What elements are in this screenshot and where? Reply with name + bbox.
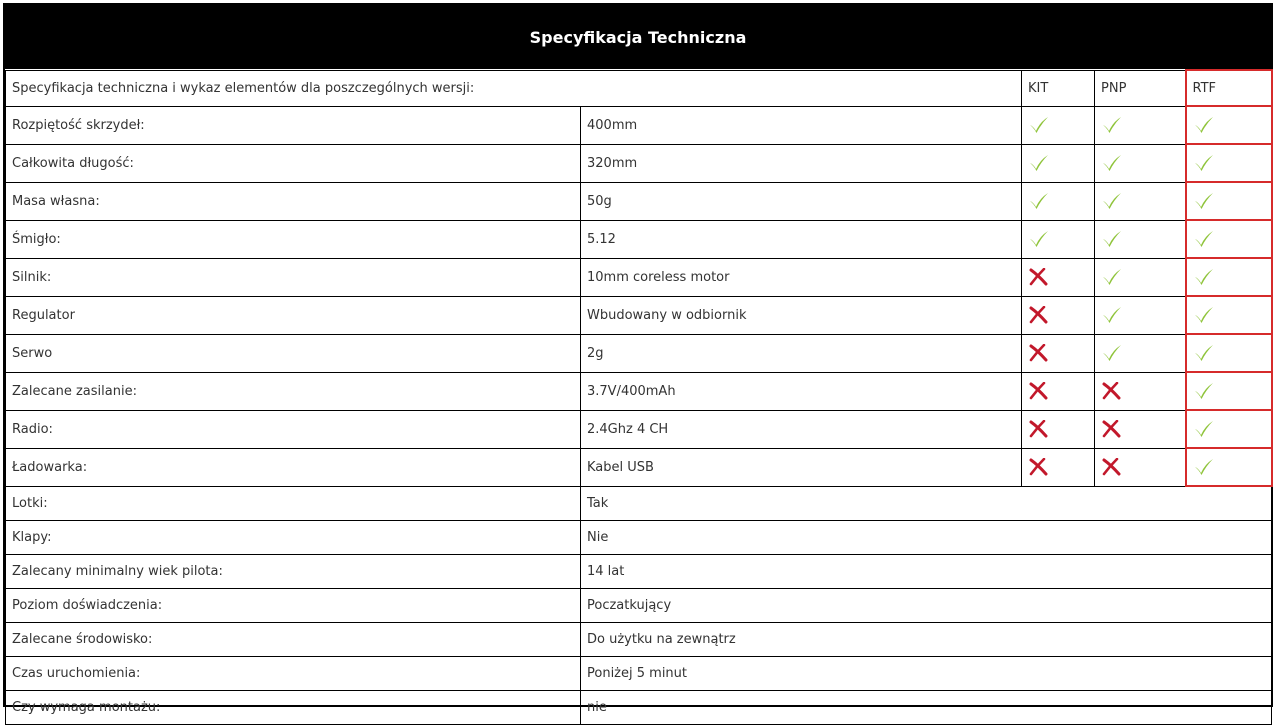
row-value: nie <box>581 691 1272 725</box>
mark-cell-rtf <box>1186 258 1272 296</box>
check-icon <box>1193 118 1215 133</box>
check-icon <box>1101 346 1123 361</box>
cross-icon <box>1028 384 1048 399</box>
mark-cell-kit <box>1022 296 1095 334</box>
row-value: 10mm coreless motor <box>581 258 1022 296</box>
mark-cell-kit <box>1022 372 1095 410</box>
check-icon <box>1101 156 1123 171</box>
row-value: Nie <box>581 521 1272 555</box>
mark-cell-pnp <box>1095 258 1186 296</box>
mark-cell-rtf <box>1186 182 1272 220</box>
row-label: Całkowita długość: <box>6 144 581 182</box>
mark-cell-pnp <box>1095 334 1186 372</box>
mark-cell-pnp <box>1095 448 1186 486</box>
check-icon <box>1193 346 1215 361</box>
column-header-pnp: PNP <box>1095 70 1186 106</box>
mark-cell-kit <box>1022 410 1095 448</box>
table-row <box>6 623 1272 657</box>
check-icon <box>1028 156 1050 171</box>
page-title: Specyfikacja Techniczna <box>5 5 1271 69</box>
table-row <box>6 657 1272 691</box>
cross-icon <box>1028 270 1048 285</box>
row-label: Silnik: <box>6 258 581 296</box>
row-value: Tak <box>581 486 1272 521</box>
mark-cell-kit <box>1022 334 1095 372</box>
table-row <box>6 144 1272 182</box>
row-label: Radio: <box>6 410 581 448</box>
check-icon <box>1193 232 1215 247</box>
row-label: Czy wymaga montażu: <box>6 691 581 725</box>
spec-panel <box>3 3 1273 715</box>
mark-cell-pnp <box>1095 144 1186 182</box>
mark-cell-pnp <box>1095 410 1186 448</box>
check-icon <box>1193 384 1215 399</box>
mark-cell-pnp <box>1095 372 1186 410</box>
mark-cell-kit <box>1022 258 1095 296</box>
check-icon <box>1193 308 1215 323</box>
row-label: Lotki: <box>6 486 581 521</box>
mark-cell-kit <box>1022 448 1095 486</box>
row-value: 2.4Ghz 4 CH <box>581 410 1022 448</box>
check-icon <box>1193 194 1215 209</box>
table-row <box>6 258 1272 296</box>
row-value: 50g <box>581 182 1022 220</box>
row-value: 320mm <box>581 144 1022 182</box>
row-label: Regulator <box>6 296 581 334</box>
table-row <box>6 521 1272 555</box>
column-header-kit: KIT <box>1022 70 1095 106</box>
table-row <box>6 555 1272 589</box>
mark-cell-kit <box>1022 144 1095 182</box>
table-row <box>6 372 1272 410</box>
row-label: Zalecane środowisko: <box>6 623 581 657</box>
check-icon <box>1101 232 1123 247</box>
cross-icon <box>1101 384 1121 399</box>
table-row <box>6 106 1272 144</box>
row-value: 3.7V/400mAh <box>581 372 1022 410</box>
row-label: Śmigło: <box>6 220 581 258</box>
mark-cell-rtf <box>1186 372 1272 410</box>
cross-icon <box>1028 422 1048 437</box>
header-label: Specyfikacja techniczna i wykaz elementów dla poszczególnych wersji: <box>6 70 1022 106</box>
column-header-rtf: RTF <box>1186 70 1272 106</box>
cross-icon <box>1028 460 1048 475</box>
row-label: Zalecany minimalny wiek pilota: <box>6 555 581 589</box>
mark-cell-rtf <box>1186 448 1272 486</box>
check-icon <box>1028 118 1050 133</box>
check-icon <box>1028 194 1050 209</box>
row-value: Wbudowany w odbiornik <box>581 296 1022 334</box>
row-label: Serwo <box>6 334 581 372</box>
mark-cell-pnp <box>1095 220 1186 258</box>
mark-cell-pnp <box>1095 106 1186 144</box>
row-label: Zalecane zasilanie: <box>6 372 581 410</box>
mark-cell-kit <box>1022 106 1095 144</box>
table-row <box>6 220 1272 258</box>
cross-icon <box>1101 460 1121 475</box>
table-row <box>6 691 1272 725</box>
row-value: Poniżej 5 minut <box>581 657 1272 691</box>
mark-cell-pnp <box>1095 296 1186 334</box>
check-icon <box>1193 422 1215 437</box>
row-value: 400mm <box>581 106 1022 144</box>
table-row <box>6 448 1272 486</box>
row-value: Do użytku na zewnątrz <box>581 623 1272 657</box>
cross-icon <box>1028 346 1048 361</box>
check-icon <box>1101 194 1123 209</box>
table-row <box>6 589 1272 623</box>
row-value: Poczatkujący <box>581 589 1272 623</box>
mark-cell-rtf <box>1186 296 1272 334</box>
table-header-row <box>6 70 1272 106</box>
check-icon <box>1028 232 1050 247</box>
mark-cell-pnp <box>1095 182 1186 220</box>
check-icon <box>1193 460 1215 475</box>
table-row <box>6 296 1272 334</box>
check-icon <box>1193 270 1215 285</box>
table-row <box>6 182 1272 220</box>
check-icon <box>1101 118 1123 133</box>
row-value: 2g <box>581 334 1022 372</box>
mark-cell-rtf <box>1186 144 1272 182</box>
mark-cell-kit <box>1022 182 1095 220</box>
row-label: Czas uruchomienia: <box>6 657 581 691</box>
table-row <box>6 334 1272 372</box>
row-label: Klapy: <box>6 521 581 555</box>
mark-cell-rtf <box>1186 106 1272 144</box>
cross-icon <box>1101 422 1121 437</box>
spec-table <box>5 69 1273 725</box>
row-label: Ładowarka: <box>6 448 581 486</box>
cross-icon <box>1028 308 1048 323</box>
mark-cell-rtf <box>1186 410 1272 448</box>
row-label: Rozpiętość skrzydeł: <box>6 106 581 144</box>
check-icon <box>1101 270 1123 285</box>
row-label: Masa własna: <box>6 182 581 220</box>
check-icon <box>1101 308 1123 323</box>
row-label: Poziom doświadczenia: <box>6 589 581 623</box>
row-value: Kabel USB <box>581 448 1022 486</box>
table-row <box>6 486 1272 521</box>
mark-cell-rtf <box>1186 220 1272 258</box>
row-value: 5.12 <box>581 220 1022 258</box>
mark-cell-rtf <box>1186 334 1272 372</box>
table-row <box>6 410 1272 448</box>
check-icon <box>1193 156 1215 171</box>
row-value: 14 lat <box>581 555 1272 589</box>
mark-cell-kit <box>1022 220 1095 258</box>
